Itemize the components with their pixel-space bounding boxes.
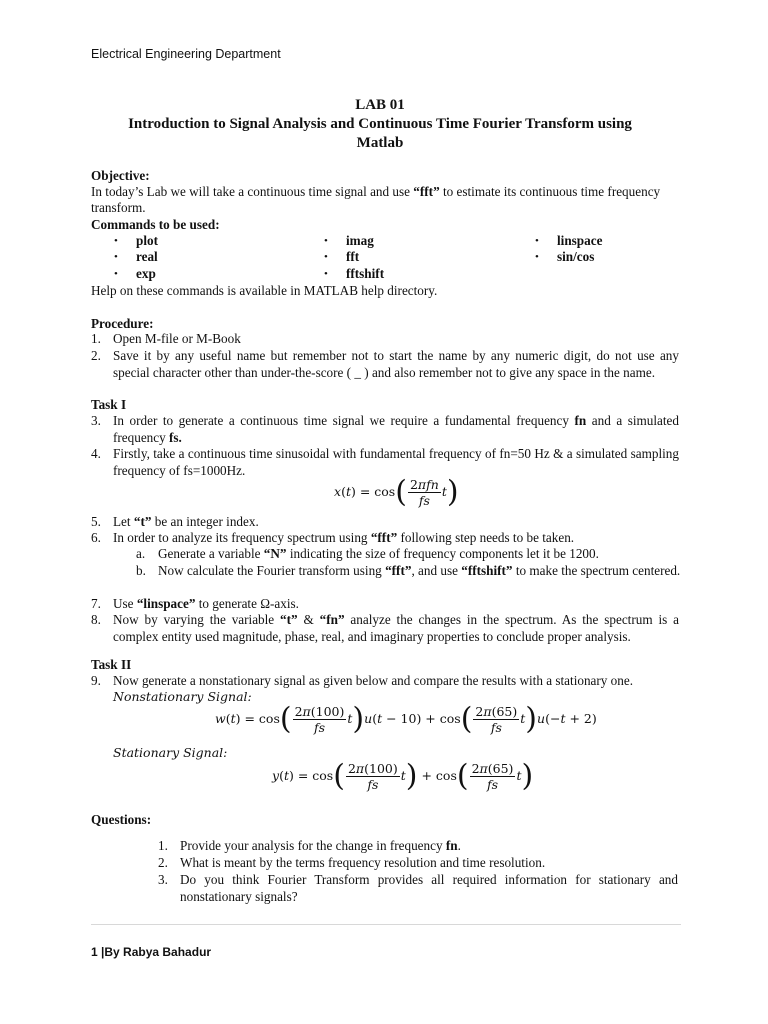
command-imag: • imag <box>324 233 374 248</box>
footer-divider <box>91 924 681 925</box>
command-sincos: • sin/cos <box>535 249 595 264</box>
command-exp: • exp <box>114 266 156 281</box>
commands-heading: Commands to be used: <box>91 217 220 232</box>
questions-heading: Questions: <box>91 812 152 827</box>
objective-text: In today’s Lab we will take a continuous time signal and use “fft” to estimate its continuous time frequency <box>91 184 661 199</box>
title-line-2: Matlab <box>356 135 404 151</box>
lab-number: LAB 01 <box>355 97 405 113</box>
command-fft: • fft <box>324 249 360 264</box>
equation-y: y(t) = cos( $\frac{2\pi(100)}{fs}$ t) + cos( $\frac{2\pi(65)}{fs}$ t) <box>272 758 534 794</box>
command-plot: • plot <box>114 233 158 248</box>
equation-x: x(t) = cos( $\frac{\text{2πfn}}{fs}$ t) <box>334 474 459 510</box>
task2-heading: Task II <box>91 657 132 672</box>
commands-help: Help on these commands is available in MATLAB help directory. <box>91 283 438 298</box>
command-real: • real <box>114 249 158 264</box>
title-line-1: Introduction to Signal Analysis and Continuous Time Fourier Transform using <box>128 116 632 132</box>
nonstationary-label: Nonstationary Signal: <box>113 689 252 704</box>
command-fftshift: • fftshift <box>324 266 385 281</box>
objective-text-cont: transform. <box>91 200 146 215</box>
procedure-heading: Procedure: <box>91 316 154 331</box>
command-linspace: • linspace <box>535 233 603 248</box>
equation-w: w(t) = cos( $\frac{2\pi(100)}{fs}$ t)u(t − 10) + cos( $\frac{2\pi(65)}{fs}$ t)u(−t + 2) <box>215 701 597 737</box>
page-footer: 1 |By Rabya Bahadur <box>91 945 212 959</box>
objective-heading: Objective: <box>91 168 150 183</box>
task1-heading: Task I <box>91 397 127 412</box>
stationary-label: Stationary Signal: <box>113 745 228 760</box>
page-header: Electrical Engineering Department <box>91 47 281 61</box>
